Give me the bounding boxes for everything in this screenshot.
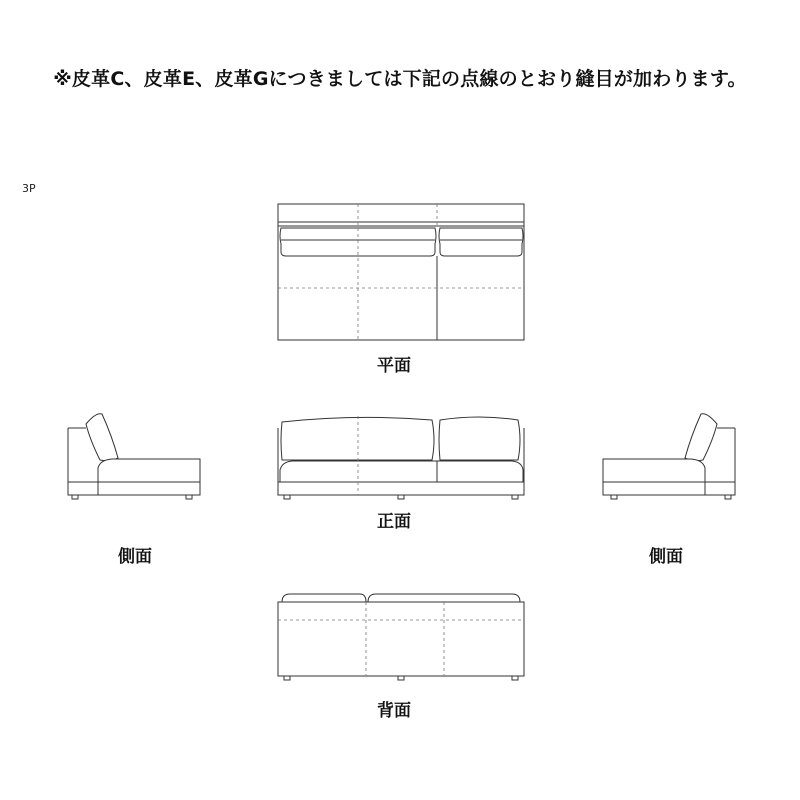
- stitching-note: ※皮革C、皮革E、皮革Gにつきましては下記の点線のとおり縫目が加わります。: [53, 68, 747, 90]
- plan-view-drawing: [278, 204, 524, 340]
- side-view-left-drawing: [68, 414, 200, 499]
- front-view-label: 正面: [377, 512, 411, 532]
- plan-view-label: 平面: [377, 356, 411, 376]
- model-label: 3P: [22, 182, 36, 195]
- side-view-right-drawing: [603, 414, 735, 499]
- front-view-drawing: [278, 416, 524, 499]
- back-view-label: 背面: [377, 701, 411, 721]
- back-view-drawing: [278, 594, 524, 680]
- side-view-left-label: 側面: [118, 547, 152, 567]
- side-view-right-label: 側面: [649, 547, 683, 567]
